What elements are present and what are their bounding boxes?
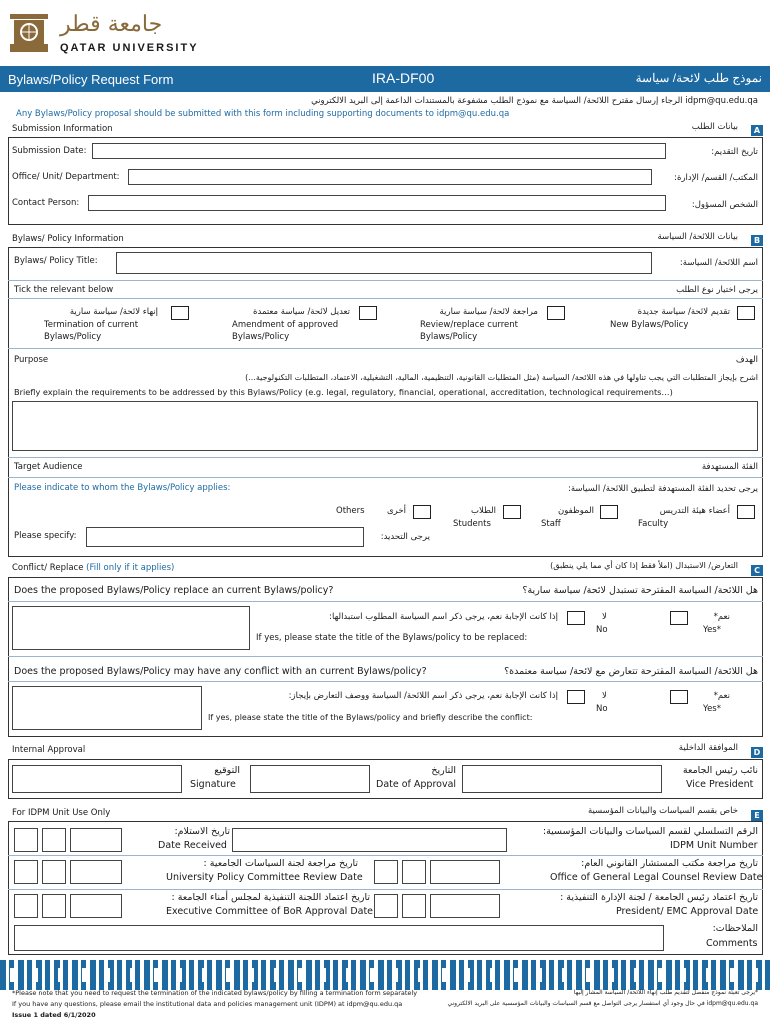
bor-approval-year[interactable] [70,894,122,918]
date-received-label: Date Received [158,840,227,851]
q1-yes-checkbox[interactable] [670,611,688,625]
q1-no-en: No [596,625,608,635]
section-a-title-ar: بيانات الطلب [691,122,738,132]
purpose-label: Purpose [14,355,49,365]
q1-no-checkbox[interactable] [567,611,585,625]
footer-help-ar: idpm@qu.edu.qa في حال وجود أي استفسار يرجى التواصل مع قسم السياسات والبيانات المؤسسية على البريد الالكتروني [447,1000,758,1007]
specify-label: Please specify: [14,531,77,541]
form-title-en: Bylaws/Policy Request Form [8,72,174,87]
divider [8,477,763,478]
divider [8,601,763,602]
upc-review-year[interactable] [70,860,122,884]
office-input[interactable] [128,169,652,185]
option-amend-ar: تعديل لائحة/ سياسة معتمدة [253,307,350,317]
section-e-title-ar: خاص بقسم السياسات والبيانات المؤسسية [587,806,738,816]
divider [8,889,763,890]
logo-english-text: QATAR UNIVERSITY [60,42,199,54]
submission-date-label-ar: تاريخ التقديم: [711,147,758,157]
divider [8,855,763,856]
section-a-badge: A [751,125,763,136]
q2-no-ar: لا [602,691,607,701]
upc-review-label-ar: تاريخ مراجعة لجنة السياسات الجامعية : [203,858,358,869]
purpose-label-ar: الهدف [735,355,758,365]
option-terminate-ar: إنهاء لائحة/ سياسة سارية [69,307,158,317]
section-d-title: Internal Approval [12,745,86,755]
section-d-title-ar: الموافقة الداخلية [678,743,738,753]
target-label: Target Audience [14,462,83,472]
date-received-day[interactable] [14,828,38,852]
footer-issue: Issue 1 dated 6/1/2020 [12,1011,96,1019]
emc-approval-month[interactable] [402,894,426,918]
divider [8,298,763,299]
q1-yes-ar: نعم* [713,612,730,622]
bor-approval-label: Executive Committee of BoR Approval Date [166,906,374,917]
upc-review-month[interactable] [42,860,66,884]
date-received-month[interactable] [42,828,66,852]
q1-if-ar: إذا كانت الإجابة نعم، يرجى ذكر اسم السياسة المطلوب استبدالها: [329,612,558,622]
tick-label: Tick the relevant below [14,285,114,295]
divider [8,681,763,682]
contact-input[interactable] [88,195,666,211]
date-received-label-ar: تاريخ الاستلام: [174,826,230,837]
specify-input[interactable] [86,527,364,547]
contact-label-ar: الشخص المسؤول: [691,200,758,210]
emc-approval-day[interactable] [374,894,398,918]
bor-approval-label-ar: تاريخ اعتماد اللجنة التنفيذية لمجلس أمناء الجامعة : [171,892,370,903]
target-question-ar: يرجى تحديد الفئة المستهدفة لتطبيق اللائحة/ السياسة: [567,484,758,494]
emc-approval-label-ar: تاريخ اعتماد رئيس الجامعة / لجنة الإدارة التنفيذية : [560,892,758,903]
q1-text: Does the proposed Bylaws/Policy replace an current Bylaws/policy? [14,585,334,596]
legal-review-day[interactable] [374,860,398,884]
students-checkbox[interactable] [503,505,521,519]
tick-label-ar: يرجى اختيار نوع الطلب [676,285,758,295]
form-title-bar [0,66,770,92]
footer-note: *Please note that you need to request the termination of the indicated bylaws/policy by filling a termination form separately [12,989,418,997]
q2-answer-box[interactable] [12,686,202,730]
vp-label-ar: نائب رئيس الجامعة [682,765,758,776]
faculty-checkbox[interactable] [737,505,755,519]
comments-label-ar: الملاحظات: [712,923,758,934]
divider [8,348,763,349]
new-policy-checkbox[interactable] [737,306,755,320]
divider [8,280,763,281]
section-c-badge: C [751,565,763,576]
comments-label: Comments [706,938,758,949]
intro-ar: idpm@qu.edu.qa الرجاء إرسال مقترح اللائحة/ السياسة مع نموذج الطلب مشفوعة بالمستندات الداعمة إلى البريد الالكتروني [311,96,758,106]
option-new-ar: تقديم لائحة/ سياسة جديدة [637,307,730,317]
section-e-badge: E [751,810,763,821]
option-terminate-en1: Termination of current [44,320,139,330]
date-received-year[interactable] [70,828,122,852]
q2-text: Does the proposed Bylaws/Policy may have any conflict with an current Bylaws/policy? [14,666,427,677]
amend-policy-checkbox[interactable] [359,306,377,320]
section-e-title: For IDPM Unit Use Only [12,808,111,818]
option-new-en: New Bylaws/Policy [610,320,689,330]
review-policy-checkbox[interactable] [547,306,565,320]
decorative-pattern-overlay [0,968,770,982]
target-label-ar: الفئة المستهدفة [701,462,758,472]
policy-title-label-ar: اسم اللائحة/ السياسة: [679,258,758,268]
idpm-unit-number-input[interactable] [232,828,507,852]
q2-no-en: No [596,704,608,714]
approval-date-label-ar: التاريخ [431,765,456,776]
idpm-unit-number-label: IDPM Unit Number [670,840,758,851]
section-b-title-ar: بيانات اللائحة/ السياسة [657,232,738,242]
approval-date-label: Date of Approval [376,779,457,790]
option-review-ar: مراجعة لائحة/ سياسة سارية [439,307,538,317]
intro-en: Any Bylaws/Policy proposal should be submitted with this form including supporting documents to idpm@qu.edu.qa [16,109,510,119]
approval-date-input[interactable] [250,765,370,793]
q2-yes-en: Yes* [703,704,721,714]
upc-review-label: University Policy Committee Review Date [166,872,363,883]
option-review-en2: Bylaws/Policy [420,332,478,342]
specify-label-ar: يرجى التحديد: [380,532,430,542]
q1-answer-box[interactable] [12,606,250,650]
q2-yes-ar: نعم* [713,691,730,701]
staff-checkbox[interactable] [600,505,618,519]
office-label: Office/ Unit/ Department: [12,172,120,182]
signature-label-ar: التوقيع [214,765,240,776]
legal-review-month[interactable] [402,860,426,884]
section-c-note: (Fill only if it applies) [86,563,175,573]
target-question: Please indicate to whom the Bylaws/Policy applies: [14,483,231,493]
section-c-title-ar: التعارض/ الاستبدال (املأ فقط إذا كان أي مما يلي ينطبق) [550,561,738,570]
q2-if-ar: إذا كانت الإجابة نعم، يرجى ذكر اسم اللائحة/ السياسة ووصف التعارض بإيجاز: [288,691,558,701]
form-code: IRA-DF00 [372,70,435,86]
legal-review-label-ar: تاريخ مراجعة مكتب المستشار القانوني العام: [581,858,758,869]
section-a-title: Submission Information [12,124,113,134]
option-amend-en1: Amendment of approved [232,320,339,330]
footer-note-ar: *يرجى تعبئة نموذج منفصل لتقديم طلب إنهاء اللائحة/ السياسة المشار إليها [573,989,758,996]
section-b-badge: B [751,235,763,246]
audience-students-ar: الطلاب [471,506,496,516]
audience-faculty-ar: أعضاء هيئة التدريس [659,506,730,516]
option-amend-en2: Bylaws/Policy [232,332,290,342]
terminate-policy-checkbox[interactable] [171,306,189,320]
q1-if-en: If yes, please state the title of the Bylaws/policy to be replaced: [256,633,528,643]
q2-if-en: If yes, please state the title of the Bylaws/policy and briefly describe the conflict: [208,713,533,722]
audience-faculty-en: Faculty [638,519,669,529]
purpose-desc-ar: اشرح بإيجاز المتطلبات التي يجب تناولها في هذه اللائحة/ السياسة (مثل المتطلبات القانونية، التنظيمية، المالية، التشغيلية، الاعتماد، المتطلبات التكنولوجية...) [245,373,758,382]
signature-label: Signature [190,779,236,790]
submission-date-label: Submission Date: [12,146,87,156]
q1-text-ar: هل اللائحة/ السياسة المقترحة تستبدل لائحة/ سياسة سارية؟ [522,585,758,596]
vp-input[interactable] [462,765,662,793]
bor-approval-month[interactable] [42,894,66,918]
audience-others-ar: أخرى [387,506,406,516]
footer-help: If you have any questions, please email the institutional data and policies management unit (IDPM) at idpm@qu.edu.qa [12,1000,403,1008]
section-c-title-text: Conflict/ Replace [12,563,84,573]
audience-staff-en: Staff [541,519,561,529]
option-review-en1: Review/replace current [420,320,518,330]
audience-staff-ar: الموظفون [558,506,594,516]
logo-mark-icon [10,14,48,54]
upc-review-day[interactable] [14,860,38,884]
university-logo [10,14,200,56]
legal-review-label: Office of General Legal Counsel Review Date [550,872,763,883]
office-label-ar: المكتب/ القسم/ الإدارة: [674,173,758,183]
purpose-desc-en: Briefly explain the requirements to be addressed by this Bylaws/Policy (e.g. legal, regulatory, financial, operational, accreditation, technological requirements…) [14,387,673,397]
q1-yes-en: Yes* [703,625,721,635]
section-d-badge: D [751,747,763,758]
others-checkbox[interactable] [413,505,431,519]
comments-input[interactable] [14,925,664,951]
form-title-ar: نموذج طلب لائحة/ سياسة [635,71,762,85]
option-terminate-en2: Bylaws/Policy [44,332,102,342]
divider [8,656,763,657]
audience-students-en: Students [453,519,491,529]
idpm-unit-number-label-ar: الرقم التسلسلي لقسم السياسات والبيانات المؤسسية: [542,826,758,837]
divider [8,457,763,458]
q1-no-ar: لا [602,612,607,622]
section-b-title: Bylaws/ Policy Information [12,234,124,244]
signature-input[interactable] [12,765,182,793]
section-c-title [12,563,174,573]
q2-no-checkbox[interactable] [567,690,585,704]
bor-approval-day[interactable] [14,894,38,918]
legal-review-year[interactable] [430,860,500,884]
contact-label: Contact Person: [12,198,80,208]
policy-title-input[interactable] [116,252,652,274]
vp-label: Vice President [686,779,754,790]
q2-yes-checkbox[interactable] [670,690,688,704]
audience-others-en: Others [336,506,365,516]
submission-date-input[interactable] [92,143,666,159]
emc-approval-label: President/ EMC Approval Date [616,906,759,917]
logo-arabic-text: جامعة قطر [60,12,163,37]
purpose-textarea[interactable] [12,401,758,451]
emc-approval-year[interactable] [430,894,500,918]
policy-title-label: Bylaws/ Policy Title: [14,256,98,266]
q2-text-ar: هل اللائحة/ السياسة المقترحة تتعارض مع لائحة/ سياسة معتمدة؟ [504,666,758,677]
